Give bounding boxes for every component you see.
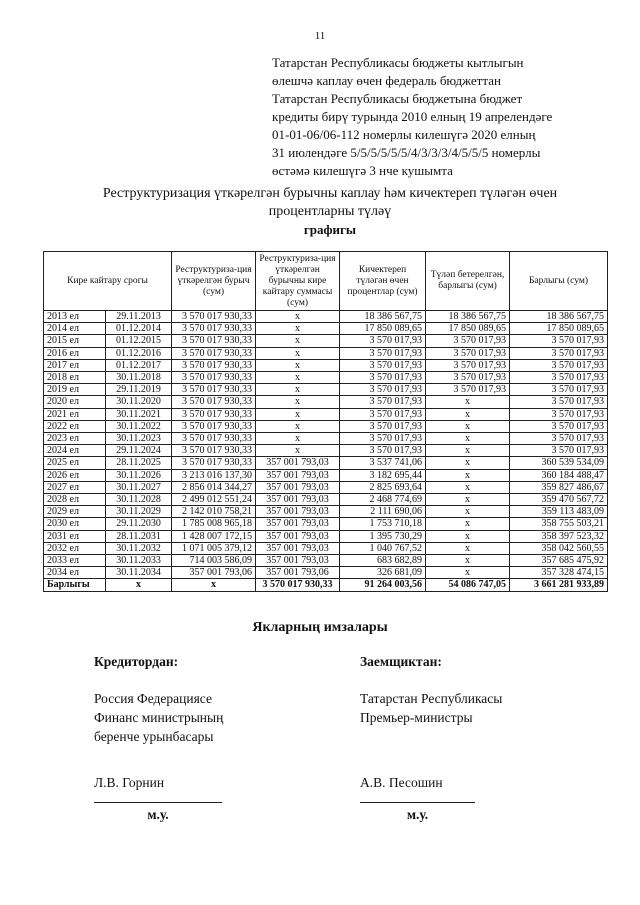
table-cell: 360 184 488,47 <box>510 469 608 481</box>
header-note-line: Татарстан Республикасы бюджетына бюджет <box>272 91 523 106</box>
table-cell: 3 661 281 933,89 <box>510 579 608 591</box>
table-cell: 714 003 586,09 <box>172 555 256 567</box>
table-cell: 3 570 017 930,33 <box>172 396 256 408</box>
table-cell: 3 570 017 930,33 <box>172 347 256 359</box>
table-cell: 3 570 017 930,33 <box>172 420 256 432</box>
page-number: 11 <box>314 30 326 42</box>
table-cell: 3 570 017 930,33 <box>256 579 340 591</box>
table-cell: x <box>426 494 510 506</box>
table-cell: x <box>426 530 510 542</box>
table-cell: 30.11.2029 <box>106 506 172 518</box>
table-cell: 30.11.2028 <box>106 494 172 506</box>
table-cell: x <box>426 469 510 481</box>
table-cell: 3 570 017,93 <box>340 420 426 432</box>
table-row <box>44 457 608 469</box>
creditor-role: Кредитордан: <box>94 654 179 669</box>
table-cell: 3 570 017,93 <box>340 335 426 347</box>
table-row <box>44 445 608 457</box>
table-cell: x <box>256 323 340 335</box>
table-cell: 2 499 012 551,24 <box>172 494 256 506</box>
table-cell: 360 539 534,09 <box>510 457 608 469</box>
table-row <box>44 359 608 371</box>
header-note-line: өстәмә килешүгә 3 нче кушымта <box>272 163 453 178</box>
table-cell: x <box>426 396 510 408</box>
table-cell: 30.11.2033 <box>106 555 172 567</box>
table-cell: 3 570 017 930,33 <box>172 323 256 335</box>
table-cell: x <box>426 506 510 518</box>
table-cell: 30.11.2022 <box>106 420 172 432</box>
table-cell: 2018 ел <box>44 372 106 384</box>
table-row <box>44 567 608 579</box>
table-cell: 357 328 474,15 <box>510 567 608 579</box>
table-row <box>44 311 608 323</box>
table-cell: 357 001 793,03 <box>256 469 340 481</box>
creditor-position-line: беренче урынбасары <box>94 729 214 744</box>
table-cell: 3 570 017,93 <box>340 347 426 359</box>
header-note-line: 31 июлендәге 5/5/5/5/5/5/4/3/3/3/4/5/5/5 номерлы <box>272 145 541 160</box>
table-cell: 357 685 475,92 <box>510 555 608 567</box>
table-cell: x <box>426 542 510 554</box>
table-cell: 3 570 017 930,33 <box>172 457 256 469</box>
table-cell: 358 397 523,32 <box>510 530 608 542</box>
table-cell: x <box>426 518 510 530</box>
table-row <box>44 518 608 530</box>
borrower-role: Заемщиктан: <box>360 654 442 669</box>
table-cell: 2024 ел <box>44 445 106 457</box>
table-cell: 3 570 017 930,33 <box>172 408 256 420</box>
table-row <box>44 506 608 518</box>
table-cell: 3 570 017,93 <box>340 384 426 396</box>
table-cell: 3 537 741,06 <box>340 457 426 469</box>
creditor-position-line: Россия Федерациясе <box>94 691 212 706</box>
table-cell: 2030 ел <box>44 518 106 530</box>
table-cell: 3 570 017,93 <box>426 347 510 359</box>
schedule-title <box>60 185 600 239</box>
table-cell: x <box>256 384 340 396</box>
table-cell: 2034 ел <box>44 567 106 579</box>
table-cell: 18 386 567,75 <box>426 311 510 323</box>
table-cell: 30.11.2018 <box>106 372 172 384</box>
table-cell: 3 570 017,93 <box>510 335 608 347</box>
table-row <box>44 372 608 384</box>
table-cell: 2 142 010 758,21 <box>172 506 256 518</box>
header-cell-paid: Түләп бетерелгән, барлыгы (сум) <box>426 252 510 311</box>
table-total-row <box>44 579 608 591</box>
header-cell-debt: Реструктуриза-ция үткәрелгән бурыч (сум) <box>172 252 256 311</box>
table-cell: 1 071 005 379,12 <box>172 542 256 554</box>
table-cell: x <box>256 359 340 371</box>
table-cell: 3 570 017,93 <box>340 445 426 457</box>
table-cell: 3 570 017,93 <box>426 384 510 396</box>
table-cell: 28.11.2025 <box>106 457 172 469</box>
table-cell: x <box>256 311 340 323</box>
borrower-signature-block <box>360 652 600 824</box>
table-cell: 357 001 793,03 <box>256 481 340 493</box>
signatures-title: Якларның имзалары <box>252 620 388 635</box>
table-cell: 17 850 089,65 <box>510 323 608 335</box>
table-cell: 2017 ел <box>44 359 106 371</box>
table-cell: 3 570 017 930,33 <box>172 359 256 371</box>
table-cell: 3 570 017,93 <box>340 433 426 445</box>
table-cell: 3 570 017,93 <box>426 335 510 347</box>
table-cell: x <box>256 396 340 408</box>
table-row <box>44 433 608 445</box>
borrower-seal-mark: м.у. <box>406 807 429 822</box>
table-cell: 2 825 693,64 <box>340 481 426 493</box>
annex-header-note <box>272 54 602 180</box>
table-cell: 357 001 793,03 <box>256 542 340 554</box>
table-cell: x <box>172 579 256 591</box>
table-cell: 359 113 483,09 <box>510 506 608 518</box>
schedule-title-line2: процентларны түләү <box>268 204 392 219</box>
table-cell: 2026 ел <box>44 469 106 481</box>
table-cell: x <box>256 335 340 347</box>
table-cell: 358 042 560,55 <box>510 542 608 554</box>
header-note-line: 01-01-06/06-112 номерлы килешүгә 2020 елның <box>272 127 536 142</box>
table-cell: 359 470 567,72 <box>510 494 608 506</box>
table-row <box>44 384 608 396</box>
table-cell: 2013 ел <box>44 311 106 323</box>
table-cell: 3 570 017,93 <box>426 372 510 384</box>
borrower-position-line: Премьер-министры <box>360 710 473 725</box>
header-note-line: өлешчә каплау өчен федераль бюджеттан <box>272 73 501 88</box>
table-row <box>44 396 608 408</box>
repayment-schedule-table <box>43 251 608 592</box>
table-cell: 30.11.2020 <box>106 396 172 408</box>
table-cell: 54 086 747,05 <box>426 579 510 591</box>
table-cell: 357 001 793,03 <box>256 555 340 567</box>
table-cell: x <box>426 433 510 445</box>
table-cell: 1 428 007 172,15 <box>172 530 256 542</box>
table-cell: 29.11.2030 <box>106 518 172 530</box>
table-cell: 30.11.2023 <box>106 433 172 445</box>
table-cell: 3 570 017 930,33 <box>172 445 256 457</box>
creditor-signature-block <box>94 652 334 824</box>
table-cell: 2023 ел <box>44 433 106 445</box>
table-cell: x <box>426 555 510 567</box>
table-cell: 3 570 017 930,33 <box>172 433 256 445</box>
table-cell: 3 570 017,93 <box>510 372 608 384</box>
borrower-position-line: Татарстан Республикасы <box>360 691 503 706</box>
table-cell: x <box>426 420 510 432</box>
table-row <box>44 335 608 347</box>
table-cell: 2027 ел <box>44 481 106 493</box>
table-cell: 01.12.2014 <box>106 323 172 335</box>
table-cell: 357 001 793,03 <box>256 494 340 506</box>
table-row <box>44 494 608 506</box>
table-cell: 2019 ел <box>44 384 106 396</box>
table-cell: 1 395 730,29 <box>340 530 426 542</box>
table-cell: 683 682,89 <box>340 555 426 567</box>
table-cell: 1 040 767,52 <box>340 542 426 554</box>
schedule-title-line1: Реструктуризация үткәрелгән бурычны каплау һәм кичектереп түләгән өчен <box>102 186 558 201</box>
table-cell: x <box>426 481 510 493</box>
table-cell: x <box>256 445 340 457</box>
table-cell: 2032 ел <box>44 542 106 554</box>
table-row <box>44 408 608 420</box>
table-cell: 2031 ел <box>44 530 106 542</box>
table-cell: 3 570 017 930,33 <box>172 372 256 384</box>
header-cell-repayment: Реструктуриза-ция үткәрелгән бурычны кире кайтару суммасы (сум) <box>256 252 340 311</box>
table-cell: 2 468 774,69 <box>340 494 426 506</box>
table-cell: 17 850 089,65 <box>340 323 426 335</box>
table-cell: 3 570 017,93 <box>510 359 608 371</box>
table-cell: 01.12.2016 <box>106 347 172 359</box>
table-cell: 28.11.2031 <box>106 530 172 542</box>
table-cell: x <box>106 579 172 591</box>
table-cell: 2014 ел <box>44 323 106 335</box>
table-cell: 29.11.2024 <box>106 445 172 457</box>
table-row <box>44 481 608 493</box>
table-cell: 3 570 017,93 <box>510 384 608 396</box>
table-cell: 357 001 793,06 <box>172 567 256 579</box>
table-cell: 3 570 017,93 <box>340 396 426 408</box>
table-cell: 1 785 008 965,18 <box>172 518 256 530</box>
header-cell-total: Барлыгы (сум) <box>510 252 608 311</box>
header-cell-interest: Кичектереп түләгән өчен процентлар (сум) <box>340 252 426 311</box>
table-cell: 357 001 793,03 <box>256 530 340 542</box>
table-cell: 30.11.2027 <box>106 481 172 493</box>
table-cell: 3 570 017,93 <box>510 396 608 408</box>
table-cell: 3 570 017 930,33 <box>172 311 256 323</box>
table-cell: x <box>426 457 510 469</box>
table-cell: 3 570 017,93 <box>340 359 426 371</box>
table-cell: 3 182 695,44 <box>340 469 426 481</box>
table-cell: 2021 ел <box>44 408 106 420</box>
table-cell: x <box>256 433 340 445</box>
creditor-seal-mark: м.у. <box>147 807 169 822</box>
table-cell: 3 570 017,93 <box>510 347 608 359</box>
table-row <box>44 420 608 432</box>
table-cell: 17 850 089,65 <box>426 323 510 335</box>
creditor-signature-line <box>94 792 222 803</box>
table-cell: 3 570 017,93 <box>510 433 608 445</box>
table-cell: 3 570 017,93 <box>340 408 426 420</box>
table-cell: 30.11.2021 <box>106 408 172 420</box>
creditor-name: Л.В. Горнин <box>94 775 165 790</box>
table-cell: 91 264 003,56 <box>340 579 426 591</box>
table-cell: 1 753 710,18 <box>340 518 426 530</box>
table-cell: x <box>256 372 340 384</box>
header-note-line: Татарстан Республикасы бюджеты кытлыгын <box>272 55 524 70</box>
table-cell: 2 856 014 344,27 <box>172 481 256 493</box>
table-cell: 3 213 016 137,30 <box>172 469 256 481</box>
table-cell: 2025 ел <box>44 457 106 469</box>
table-cell: x <box>256 408 340 420</box>
table-row <box>44 542 608 554</box>
table-cell: 357 001 793,03 <box>256 506 340 518</box>
table-cell: 3 570 017 930,33 <box>172 384 256 396</box>
table-cell: 326 681,09 <box>340 567 426 579</box>
table-row <box>44 347 608 359</box>
table-cell: 30.11.2034 <box>106 567 172 579</box>
table-cell: 2020 ел <box>44 396 106 408</box>
table-header-row <box>44 252 608 311</box>
table-cell: 2028 ел <box>44 494 106 506</box>
table-row <box>44 323 608 335</box>
table-cell: 30.11.2026 <box>106 469 172 481</box>
table-cell: 01.12.2017 <box>106 359 172 371</box>
table-cell: 29.11.2019 <box>106 384 172 396</box>
table-cell: Барлыгы <box>44 579 106 591</box>
table-cell: 3 570 017,93 <box>510 420 608 432</box>
table-cell: 3 570 017 930,33 <box>172 335 256 347</box>
table-cell: x <box>426 445 510 457</box>
table-cell: 358 755 503,21 <box>510 518 608 530</box>
table-cell: 29.11.2013 <box>106 311 172 323</box>
table-cell: 3 570 017,93 <box>340 372 426 384</box>
borrower-name: А.В. Песошин <box>360 775 443 790</box>
creditor-position-line: Финанс министрының <box>94 710 224 725</box>
table-row <box>44 555 608 567</box>
table-cell: 3 570 017,93 <box>510 445 608 457</box>
table-cell: 357 001 793,03 <box>256 457 340 469</box>
table-cell: 2029 ел <box>44 506 106 518</box>
table-cell: 2022 ел <box>44 420 106 432</box>
table-cell: 2015 ел <box>44 335 106 347</box>
table-cell: 2 111 690,06 <box>340 506 426 518</box>
table-cell: 3 570 017,93 <box>426 359 510 371</box>
table-cell: 359 827 486,67 <box>510 481 608 493</box>
table-row <box>44 469 608 481</box>
table-cell: 18 386 567,75 <box>340 311 426 323</box>
table-cell: 2016 ел <box>44 347 106 359</box>
header-cell-term: Кире кайтару срогы <box>44 252 172 311</box>
table-row <box>44 530 608 542</box>
table-cell: 357 001 793,06 <box>256 567 340 579</box>
header-note-line: кредиты бирү турында 2010 елның 19 апрелендәге <box>272 109 553 124</box>
table-cell: 30.11.2032 <box>106 542 172 554</box>
table-cell: 3 570 017,93 <box>510 408 608 420</box>
table-cell: 18 386 567,75 <box>510 311 608 323</box>
table-cell: x <box>426 408 510 420</box>
schedule-subtitle: графигы <box>303 222 357 237</box>
table-cell: 357 001 793,03 <box>256 518 340 530</box>
table-cell: 2033 ел <box>44 555 106 567</box>
borrower-signature-line <box>360 792 475 803</box>
table-cell: 01.12.2015 <box>106 335 172 347</box>
table-cell: x <box>256 347 340 359</box>
table-cell: x <box>256 420 340 432</box>
table-cell: x <box>426 567 510 579</box>
